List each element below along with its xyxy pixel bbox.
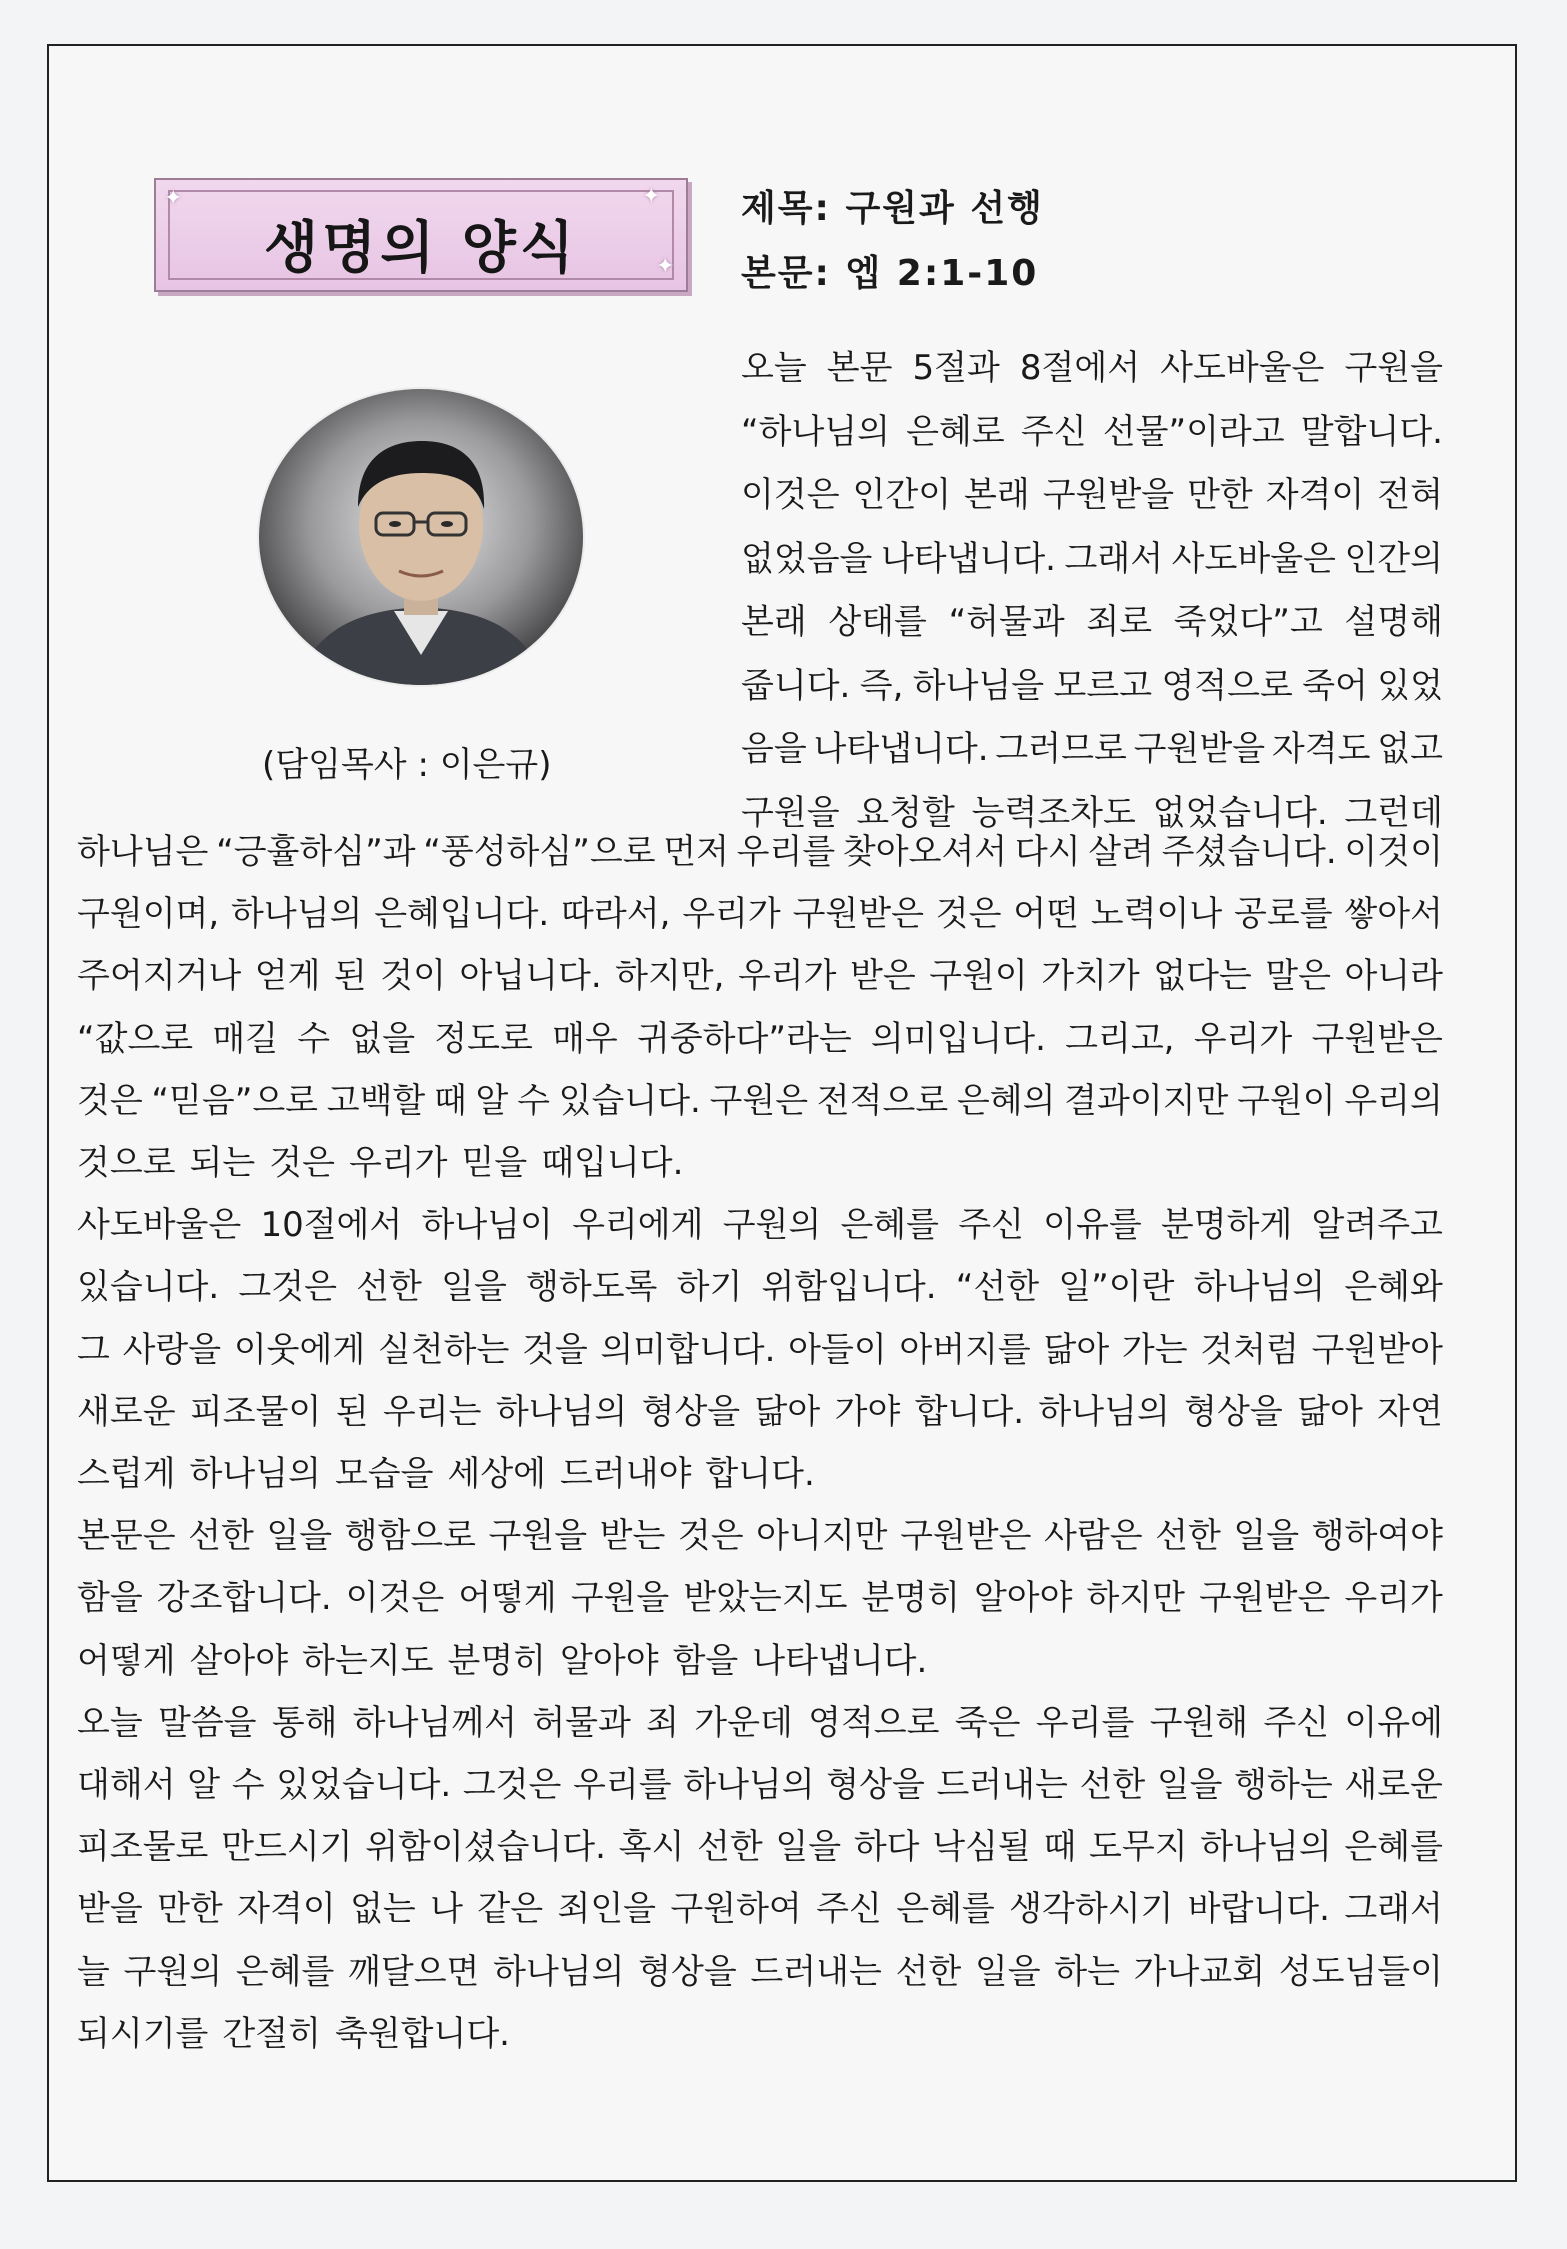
section-title: 생명의 양식 xyxy=(264,216,578,281)
body-line: “하나님의 은혜로 주신 선물”이라고 말합니다. xyxy=(741,411,1443,452)
body-line: 있습니다. 그것은 선한 일을 행하도록 하기 위함입니다. “선한 일”이란 하나님의 은혜와 xyxy=(77,1267,1443,1308)
body-line: 사도바울은 10절에서 하나님이 우리에게 구원의 은혜를 주신 이유를 분명하게 알려주고 xyxy=(77,1205,1443,1246)
pastor-portrait xyxy=(254,385,588,689)
body-line: 함을 강조합니다. 이것은 어떻게 구원을 받았는지도 분명히 알아야 하지만 구원받은 우리가 xyxy=(77,1578,1443,1619)
body-line: 구원이며, 하나님의 은혜입니다. 따라서, 우리가 구원받은 것은 어떤 노력이나 공로를 쌓아서 xyxy=(77,894,1443,935)
scripture-label: 본문: 엡 2:1-10 xyxy=(741,253,1039,294)
body-line: 줍니다. 즉, 하나님을 모르고 영적으로 죽어 있었 xyxy=(741,665,1443,706)
body-line: 어떻게 살아야 하는지도 분명히 알아야 함을 나타냅니다. xyxy=(77,1640,928,1681)
body-line: 피조물로 만드시기 위함이셨습니다. 혹시 선한 일을 하다 낙심될 때 도무지 하나님의 은혜를 xyxy=(77,1827,1443,1868)
body-line: 구원을 요청할 능력조차도 없었습니다. 그런데 xyxy=(741,792,1443,833)
body-line: 것으로 되는 것은 우리가 믿을 때입니다. xyxy=(77,1143,684,1183)
body-line: 음을 나타냅니다. 그러므로 구원받을 자격도 없고 xyxy=(741,729,1443,769)
body-line: 없었음을 나타냅니다. 그래서 사도바울은 인간의 xyxy=(741,538,1443,579)
body-line: 되시기를 간절히 축원합니다. xyxy=(77,2013,510,2054)
body-line: 오늘 본문 5절과 8절에서 사도바울은 구원을 xyxy=(741,348,1443,388)
body-line: 새로운 피조물이 된 우리는 하나님의 형상을 닮아 가야 합니다. 하나님의 형상을 닮아 자연 xyxy=(77,1391,1443,1432)
body-line: 대해서 알 수 있었습니다. 그것은 우리를 하나님의 형상을 드러내는 선한 일을 행하는 새로운 xyxy=(77,1765,1443,1805)
body-line: 받을 만한 자격이 없는 나 같은 죄인을 구원하여 주신 은혜를 생각하시기 바랍니다. 그래서 xyxy=(77,1889,1443,1930)
sparkle-icon: ✦ xyxy=(164,186,183,211)
sparkle-icon: ✦ xyxy=(656,254,675,279)
body-line: 본래 상태를 “허물과 죄로 죽었다”고 설명해 xyxy=(741,602,1443,642)
body-line: 스럽게 하나님의 모습을 세상에 드러내야 합니다. xyxy=(77,1454,815,1494)
body-line: 오늘 말씀을 통해 하나님께서 허물과 죄 가운데 영적으로 죽은 우리를 구원해 주신 이유에 xyxy=(77,1702,1443,1743)
sparkle-icon: ✦ xyxy=(642,184,661,209)
body-line: 그 사랑을 이웃에게 실천하는 것을 의미합니다. 아들이 아버지를 닮아 가는 것처럼 구원받아 xyxy=(77,1329,1443,1370)
body-line: 이것은 인간이 본래 구원받을 만한 자격이 전혀 xyxy=(741,475,1443,515)
pastor-caption: (담임목사 : 이은규) xyxy=(262,745,552,785)
section-title-box xyxy=(154,178,688,292)
body-line: 주어지거나 얻게 된 것이 아닙니다. 하지만, 우리가 받은 구원이 가치가 없다는 말은 아니라 xyxy=(77,956,1443,997)
body-line: “값으로 매길 수 없을 정도로 매우 귀중하다”라는 의미입니다. 그리고, 우리가 구원받은 xyxy=(77,1018,1443,1059)
subject-label: 제목: 구원과 선행 xyxy=(741,188,1044,229)
body-line: 하나님은 “긍휼하심”과 “풍성하심”으로 먼저 우리를 찾아오셔서 다시 살려 주셨습니다. 이것이 xyxy=(77,832,1443,872)
body-line: 것은 “믿음”으로 고백할 때 알 수 있습니다. 구원은 전적으로 은혜의 결과이지만 구원이 우리의 xyxy=(77,1080,1443,1121)
body-line: 본문은 선한 일을 행함으로 구원을 받는 것은 아니지만 구원받은 사람은 선한 일을 행하여야 xyxy=(77,1516,1443,1557)
body-line: 늘 구원의 은혜를 깨달으면 하나님의 형상을 드러내는 선한 일을 하는 가나교회 성도님들이 xyxy=(77,1951,1443,1992)
